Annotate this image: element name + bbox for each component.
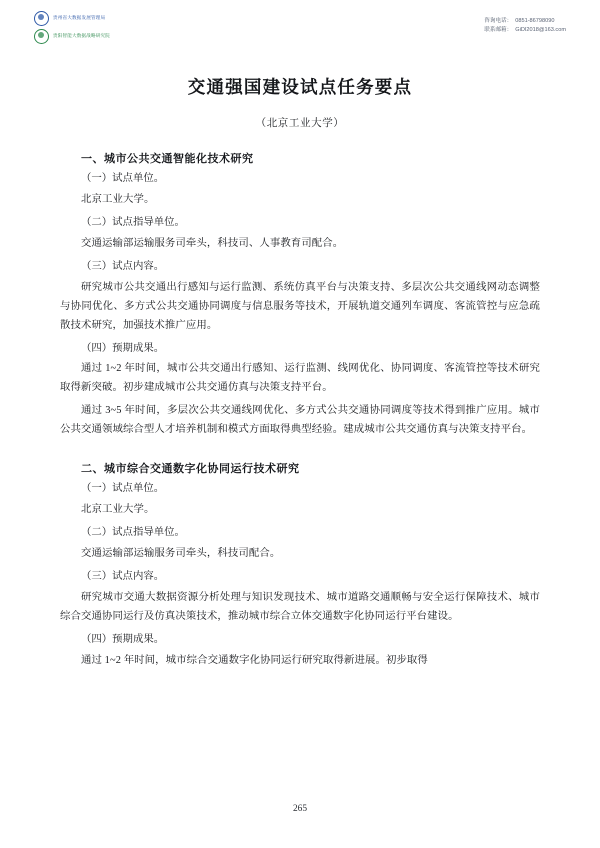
paragraph: 交通运输部运输服务司牵头，科技司配合。 xyxy=(81,548,281,559)
page-title: 交通强国建设试点任务要点 xyxy=(187,77,413,97)
document-content xyxy=(0,52,600,671)
paragraph: （三）试点内容。 xyxy=(81,260,165,272)
paragraph: 通过 1~2 年时间，城市公共交通出行感知、运行监测、线网优化、协同调度、客流管控等技术研究取得新突破。初步建成城市公共交通仿真与决策支持平台。 xyxy=(60,363,540,394)
paragraph: （三）试点内容。 xyxy=(81,570,165,582)
org-name-secondary: 贵阳智能大数据战略研究院 xyxy=(53,33,110,39)
paragraph: 交通运输部运输服务司牵头，科技司、人事教育司配合。 xyxy=(81,237,344,249)
org-name-primary: 贵州省大数据发展管理局 xyxy=(53,15,106,21)
contact-email-label: 联系邮箱： xyxy=(484,27,513,33)
contact-info xyxy=(484,17,566,36)
paragraph: 研究城市公共交通出行感知与运行监测、系统仿真平台与决策支持、多层次公共交通线网动态调整与协同优化、多方式公共交通协同调度与信息服务等技术，开展轨道交通列车调度、客流管控与应急疏散技术研究，加强技术推广应用。 xyxy=(60,281,540,331)
paragraph: （四）预期成果。 xyxy=(81,633,165,645)
seal-icon xyxy=(34,11,49,26)
section-heading: 二、城市综合交通数字化协同运行技术研究 xyxy=(81,463,300,476)
paragraph: （一）试点单位。 xyxy=(81,173,165,184)
paragraph: 通过 3~5 年时间，多层次公共交通线网优化、多方式公共交通协同调度等技术得到推广应用。城市公共交通领域综合型人才培养机制和模式方面取得典型经验。建成城市公共交通仿真与决策支持平台。 xyxy=(60,405,540,436)
contact-phone-value: 0851-86798090 xyxy=(515,17,555,24)
paragraph: 北京工业大学。 xyxy=(81,504,155,516)
contact-phone xyxy=(484,17,566,27)
page-header xyxy=(0,0,600,52)
seal-green-icon xyxy=(34,29,49,44)
page-subtitle: （北京工业大学） xyxy=(255,118,345,129)
paragraph: 北京工业大学。 xyxy=(81,193,155,205)
organization-logo xyxy=(34,9,110,44)
paragraph: （四）预期成果。 xyxy=(81,342,165,354)
paragraph: 研究城市交通大数据资源分析处理与知识发现技术、城市道路交通顺畅与安全运行保障技术、城市综合交通协同运行及仿真决策技术，推动城市综合立体交通数字化协同运行平台建设。 xyxy=(60,591,540,622)
paragraph: （一）试点单位。 xyxy=(81,483,165,495)
contact-phone-label: 咨询电话： xyxy=(484,17,513,24)
contact-email-value: GiDI2018@163.com xyxy=(515,27,566,33)
section-heading: 一、城市公共交通智能化技术研究 xyxy=(81,153,254,165)
paragraph: （二）试点指导单位。 xyxy=(81,216,185,228)
paragraph: 通过 1~2 年时间，城市综合交通数字化协同运行研究取得新进展。初步取得 xyxy=(81,654,428,666)
paragraph: （二）试点指导单位。 xyxy=(81,527,185,539)
page-number: 265 xyxy=(292,804,308,814)
contact-email xyxy=(484,26,566,36)
